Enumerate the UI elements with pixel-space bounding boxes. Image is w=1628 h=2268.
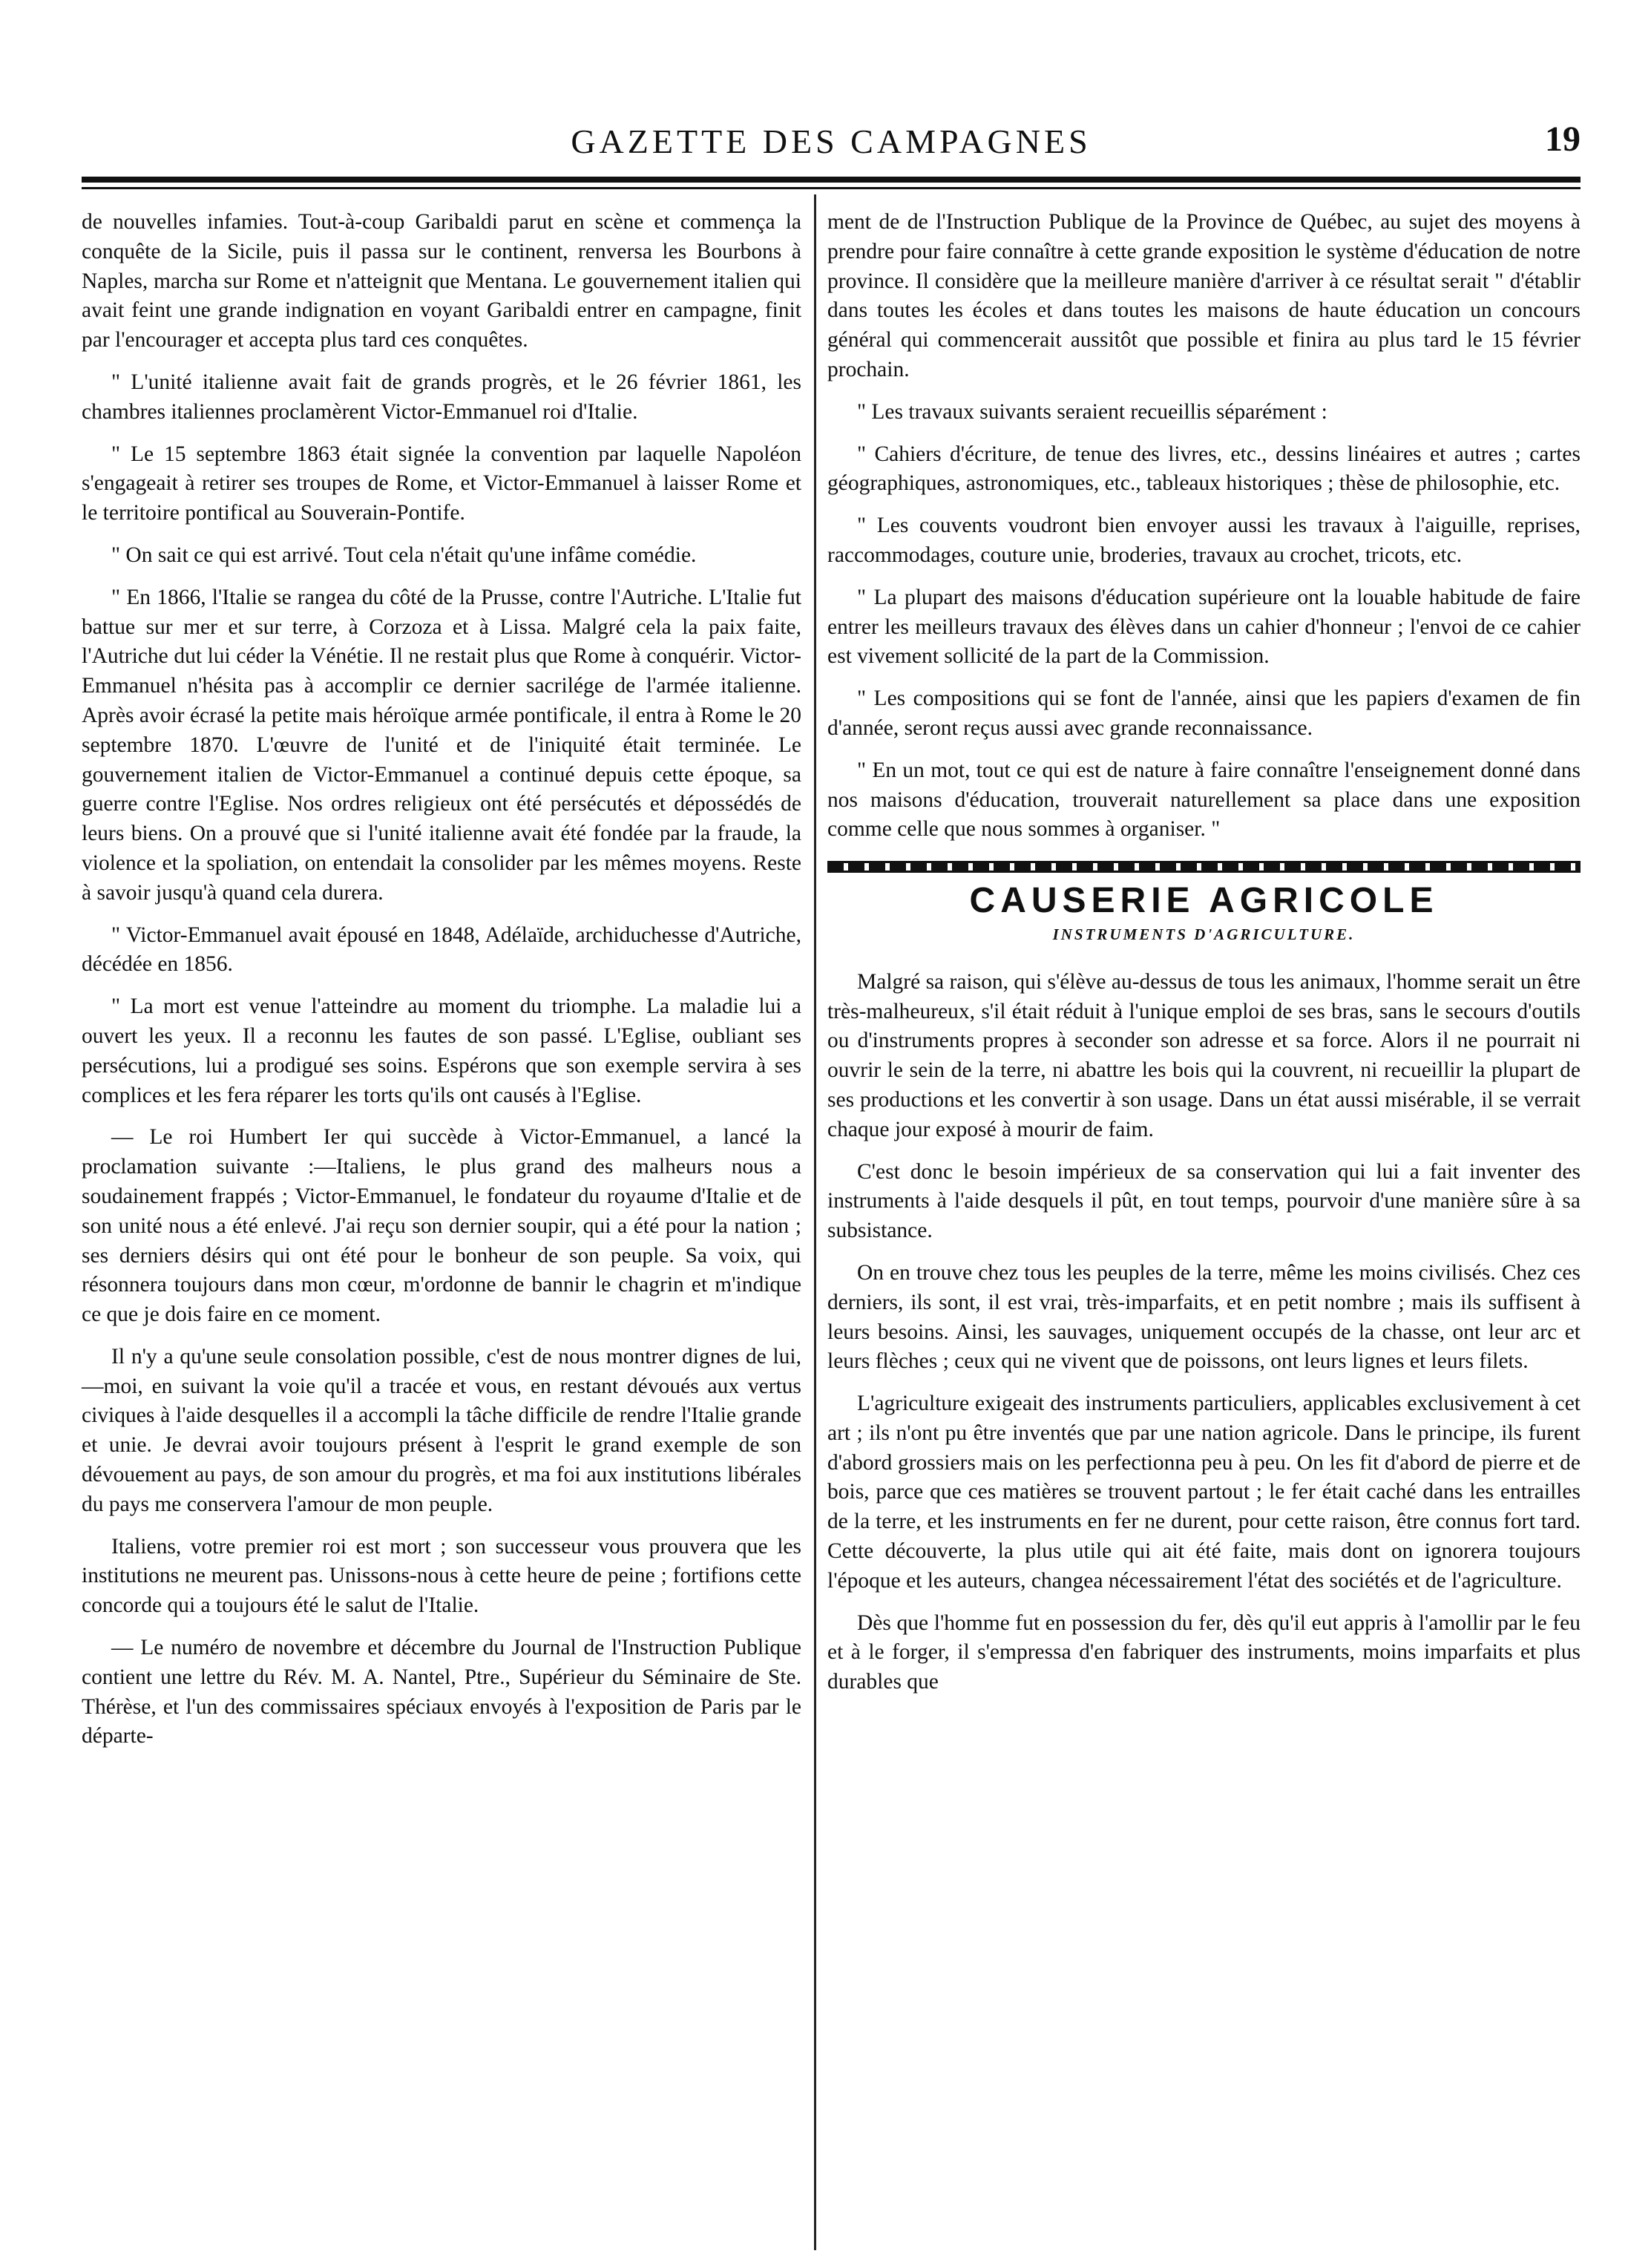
article-paragraph: Il n'y a qu'une seule consolation possible, c'est de nous montrer dignes de lui,—moi, en suivant la voie qu'il a tracée et vous, en restant dévoués aux vertus civiques à l'aide desquelles il a accompli la tâche difficile de rendre l'Italie grande et unie. Je devrai avoir toujours présent à l'esprit le grand exemple de son dévouement au pays, de son amour du progrès, et ma foi aux institutions libérales du pays me conservera l'amour de mon peuple. [82,1344,801,1516]
article-paragraph: " Cahiers d'écriture, de tenue des livres, etc., dessins linéaires et autres ; cartes géographiques, astronomiques, etc., tableaux historiques ; thèse de philosophie, etc. [827,442,1581,496]
article-paragraph: " Le 15 septembre 1863 était signée la convention par laquelle Napoléon s'engageait à retirer ses troupes de Rome, et Victor-Emmanuel à laisser Rome et le territoire pontifical au Souverain-Pontife. [82,442,801,525]
masthead: GAZETTE DES CAMPAGNES [571,122,1092,160]
section-paragraph: Dès que l'homme fut en possession du fer, dès qu'il eut appris à l'amollir par le feu et à le forger, il s'empressa d'en fabriquer des instruments, moins imparfaits et plus durables que [827,1610,1581,1694]
section-title: CAUSERIE AGRICOLE [969,881,1439,921]
article-paragraph: ment de de l'Instruction Publique de la Province de Québec, au sujet des moyens à prendre pour faire connaître à cette grande exposition le système d'éducation de notre province. Il considère que la meilleure manière d'arriver à ce résultat serait " d'établir dans toutes les écoles et dans toutes les maisons de haute éducation un concours général qui commencerait aussitôt que possible et finira au plus tard le 15 février prochain. [827,210,1581,381]
page-number: 19 [1545,119,1581,159]
page-header [82,119,1581,163]
article-paragraph: " En 1866, l'Italie se rangea du côté de la Prusse, contre l'Autriche. L'Italie fut battue sur mer et sur terre, à Corzoza et à Lissa. Malgré cela la paix faite, l'Autriche dut lui céder la Vénétie. Il ne restait plus que Rome à conquérir. Victor-Emmanuel n'hésita pas à accomplir ce dernier sacrilége de l'armée italienne. Après avoir écrasé la petite mais héroïque armée pontificale, il entra à Rome le 20 septembre 1870. L'œuvre de l'unité et de l'iniquité était terminée. Le gouvernement italien de Victor-Emmanuel a continué depuis cette époque, sa guerre contre l'Eglise. Nos ordres religieux ont été persécutés et dépossédés de leurs biens. On a prouvé que si l'unité italienne avait été fondée par la fraude, la violence et la spoliation, on entendait la consolider par les mêmes moyens. Reste à savoir jusqu'à quand cela durera. [82,585,801,905]
section-paragraph: L'agriculture exigeait des instruments particuliers, applicables exclusivement à cet art ; ils n'ont pu être inventés que par une nation agricole. Dans le principe, ils furent d'abord grossiers mais on les perfectionna peu à peu. On les fit d'abord de pierre et de bois, parce que ces matières se trouvent partout ; le fer était caché dans les entrailles de la terre, et les instruments en fer ne durent, pour cette raison, être connus fort tard. Cette découverte, la plus utile qui ait été faite, mais dont on ignorera toujours l'époque et les auteurs, changea nécessairement l'état des sociétés et de l'agriculture. [827,1392,1581,1593]
section-paragraph: On en trouve chez tous les peuples de la terre, même les moins civilisés. Chez ces derniers, ils sont, il est vrai, très-imparfaits, et en petit nombre ; mais ils suffisent à leurs besoins. Ainsi, les sauvages, uniquement occupés de la chasse, ont leur arc et leurs flèches ; ceux qui ne vivent que de poissons, ont leurs lignes et leurs filets. [827,1260,1581,1374]
article-paragraph: — Le numéro de novembre et décembre du Journal de l'Instruction Publique contient une lettre du Rév. M. A. Nantel, Ptre., Supérieur du Séminaire de Ste. Thérèse, et l'un des commissaires spéciaux envoyés à l'exposition de Paris par le départe- [82,1636,801,1748]
article-paragraph: " La mort est venue l'atteindre au moment du triomphe. La maladie lui a ouvert les yeux. Il a reconnu les fautes de son passé. L'Eglise, oubliant ses persécutions, lui a prodigué ses soins. Espérons que son exemple servira à ses complices et les fera réparer les torts qu'ils ont causés à l'Eglise. [82,994,801,1107]
header-rule-thick [82,177,1581,183]
article-paragraph: — Le roi Humbert Ier qui succède à Victor-Emmanuel, a lancé la proclamation suivante :—Italiens, le plus grand des malheurs nous a soudainement frappés ; Victor-Emmanuel, le fondateur du royaume d'Italie et de son unité nous a été enlevé. J'ai reçu son dernier soupir, qui a été pour la nation ; ses derniers désirs qui ont été pour le bonheur de son peuple. Sa voix, qui résonnera toujours dans mon cœur, m'ordonne de bannir le chagrin et m'indique ce que je dois faire en ce moment. [82,1125,801,1327]
article-paragraph: " Les compositions qui se font de l'année, ainsi que les papiers d'examen de fin d'année, seront reçus aussi avec grande reconnaissance. [827,686,1581,740]
article-paragraph: " En un mot, tout ce qui est de nature à faire connaître l'enseignement donné dans nos maisons d'éducation, trouverait naturellement sa place dans une exposition comme celle que nous sommes à organiser. " [827,758,1581,842]
article-paragraph: " L'unité italienne avait fait de grands progrès, et le 26 février 1861, les chambres italiennes proclamèrent Victor-Emmanuel roi d'Italie. [82,370,801,424]
column-divider [814,194,816,2250]
article-paragraph: Italiens, votre premier roi est mort ; son successeur vous prouvera que les institutions ne meurent pas. Unissons-nous à cette heure de peine ; fortifions cette concorde qui a toujours été le salut de l'Italie. [82,1534,801,1618]
section-paragraph: Malgré sa raison, qui s'élève au-dessus de tous les animaux, l'homme serait un être très-malheureux, s'il était réduit à l'unique emploi de ses bras, sans le secours d'outils ou d'instruments propres à seconder son adresse et sa force. Alors il ne pourrait ni ouvrir le sein de la terre, ni abattre les bois qui la couvrent, ni recueillir la plupart de ses productions et les convertir à son usage. Dans un état aussi misérable, il se verrait chaque jour exposé à mourir de faim. [827,969,1581,1141]
left-column [82,208,801,1764]
article-paragraph: " Les couvents voudront bien envoyer aussi les travaux à l'aiguille, reprises, raccommodages, couture unie, broderies, travaux au crochet, tricots, etc. [827,514,1581,567]
article-paragraph: " La plupart des maisons d'éducation supérieure ont la louable habitude de faire entrer les meilleurs travaux des élèves dans un cahier d'honneur ; l'envoi de ce cahier est vivement sollicité de la part de la Commission. [827,585,1581,669]
header-rule-thin [82,187,1581,189]
article-paragraph: " On sait ce qui est arrivé. Tout cela n'était qu'une infâme comédie. [111,543,697,567]
section-paragraph: C'est donc le besoin impérieux de sa conservation qui lui a fait inventer des instruments à l'aide desquels il pût, en tout temps, pourvoir d'une manière sûre à sa subsistance. [827,1159,1581,1243]
right-column [827,208,1581,1710]
section-subtitle: INSTRUMENTS D'AGRICULTURE. [1052,925,1356,943]
article-paragraph: " Les travaux suivants seraient recueillis séparément : [857,399,1327,424]
article-paragraph: " Victor-Emmanuel avait épousé en 1848, Adélaïde, archiduchesse d'Autriche, décédée en 1856. [82,922,801,977]
ornamental-separator [827,861,1581,873]
article-paragraph: de nouvelles infamies. Tout-à-coup Garibaldi parut en scène et commença la conquête de la Sicile, puis il passa sur le continent, renversa les Bourbons à Naples, marcha sur Rome et n'atteignit que Mentana. Le gouvernement italien qui avait feint une grande indignation en voyant Garibaldi entrer en campagne, finit par l'encourager et accepta plus tard ces conquêtes. [82,210,801,353]
